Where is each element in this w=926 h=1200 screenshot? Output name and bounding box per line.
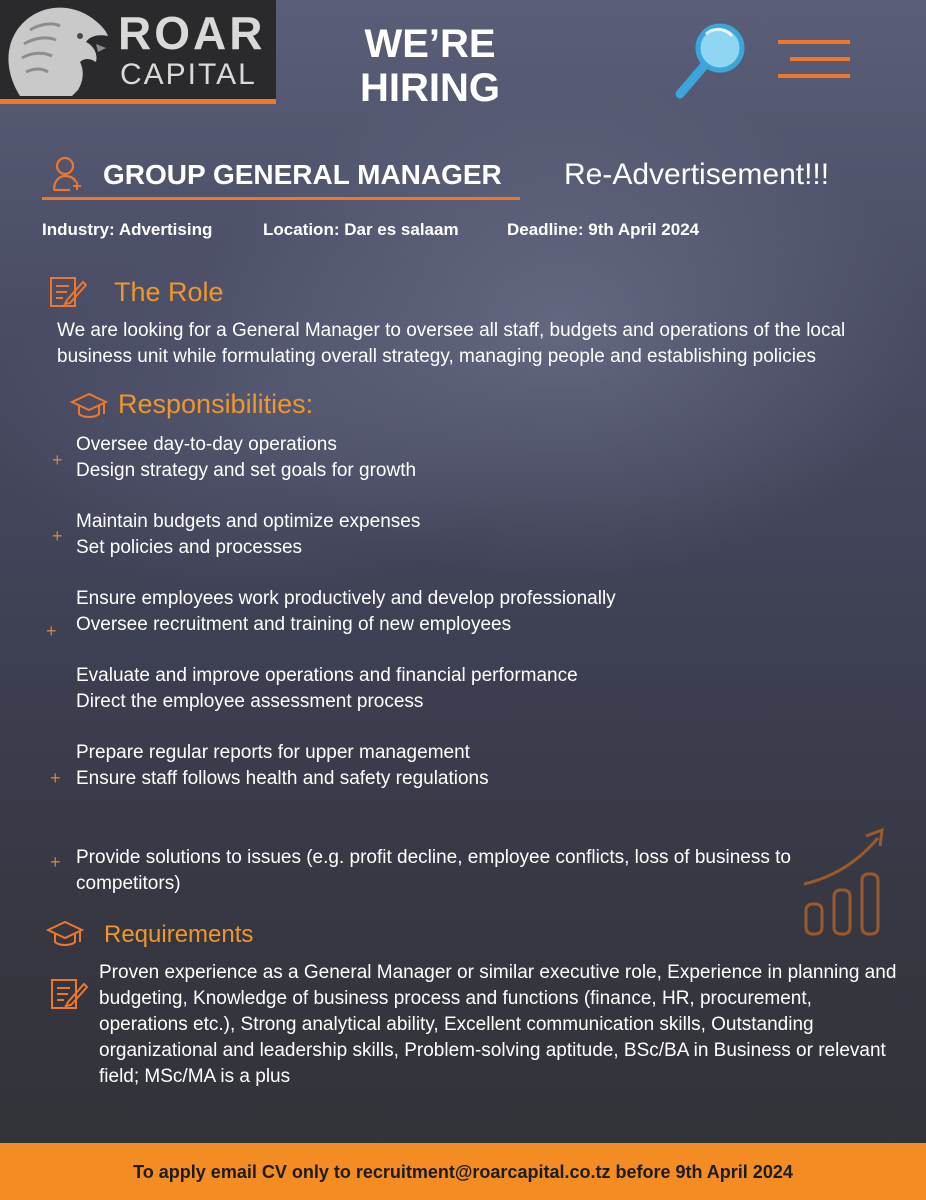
- responsibility-line: competitors): [76, 873, 181, 894]
- readvertisement-label: Re-Advertisement!!!: [564, 158, 830, 191]
- growth-chart-icon: [800, 826, 890, 938]
- logo-name-line2: CAPITAL: [120, 58, 257, 91]
- responsibility-line: Oversee recruitment and training of new employees: [76, 614, 512, 635]
- role-description: We are looking for a General Manager to oversee all staff, budgets and operations of the local business unit while formulating overall strategy, managing people and establishing policies: [57, 320, 846, 367]
- magnifier-icon: [670, 18, 750, 102]
- apply-instructions: To apply email CV only to recruitment@roarcapital.co.tz before 9th April 2024: [133, 1162, 793, 1182]
- responsibility-line: Ensure staff follows health and safety regulations: [76, 768, 489, 789]
- graduation-cap-icon: [46, 918, 84, 950]
- job-title: GROUP GENERAL MANAGER: [103, 159, 502, 190]
- menu-lines-icon: [776, 38, 852, 80]
- bullet-plus-icon: +: [52, 526, 63, 546]
- bullet-plus-icon: +: [46, 621, 57, 641]
- bullet-plus-icon: +: [50, 768, 61, 788]
- requirements-heading: Requirements: [104, 921, 254, 948]
- list-item: [76, 663, 578, 715]
- responsibilities-heading: Responsibilities:: [118, 389, 314, 419]
- graduation-cap-icon: [70, 390, 108, 422]
- logo-name-line1: ROAR: [118, 7, 266, 59]
- responsibility-line: Design strategy and set goals for growth: [76, 460, 417, 481]
- location-label: Location: Dar es salaam: [263, 220, 459, 239]
- industry-label: Industry: Advertising: [42, 220, 213, 239]
- lion-head-logo-icon: [0, 0, 112, 99]
- list-item: [76, 586, 616, 638]
- hiring-line2: HIRING: [360, 66, 500, 110]
- note-edit-icon: [49, 276, 87, 308]
- list-item: [76, 509, 420, 561]
- deadline-label: Deadline: 9th April 2024: [507, 220, 700, 239]
- role-heading: The Role: [114, 277, 224, 307]
- note-edit-icon: [50, 978, 88, 1010]
- list-item: [76, 740, 489, 792]
- person-add-icon: [52, 156, 84, 192]
- responsibility-line: Direct the employee assessment process: [76, 691, 424, 712]
- bullet-plus-icon: +: [50, 852, 61, 872]
- responsibility-line: Provide solutions to issues (e.g. profit decline, employee conflicts, loss of business to: [76, 847, 791, 868]
- responsibility-line: Oversee day-to-day operations: [76, 434, 337, 455]
- hiring-line1: WE’RE: [364, 22, 496, 66]
- responsibility-line: Set policies and processes: [76, 537, 303, 558]
- list-item: [76, 432, 416, 484]
- requirements-text: Proven experience as a General Manager or similar executive role, Experience in planning and budgeting, Knowledge of business process and functions (finance, HR, procurement, operations etc.), Strong analytical ability, Excellent communication skills, Outstanding organizational and leadership skills, Problem-solving aptitude, BSc/BA in Business or relevant field; MSc/MA is a plus: [99, 962, 897, 1087]
- responsibility-line: Prepare regular reports for upper management: [76, 742, 470, 763]
- responsibility-line: Maintain budgets and optimize expenses: [76, 511, 421, 532]
- list-item: [76, 845, 791, 897]
- hiring-heading: [330, 22, 530, 110]
- responsibility-line: Evaluate and improve operations and financial performance: [76, 665, 578, 686]
- responsibility-line: Ensure employees work productively and develop professionally: [76, 588, 616, 609]
- bullet-plus-icon: +: [52, 450, 63, 470]
- title-underline: [42, 197, 520, 200]
